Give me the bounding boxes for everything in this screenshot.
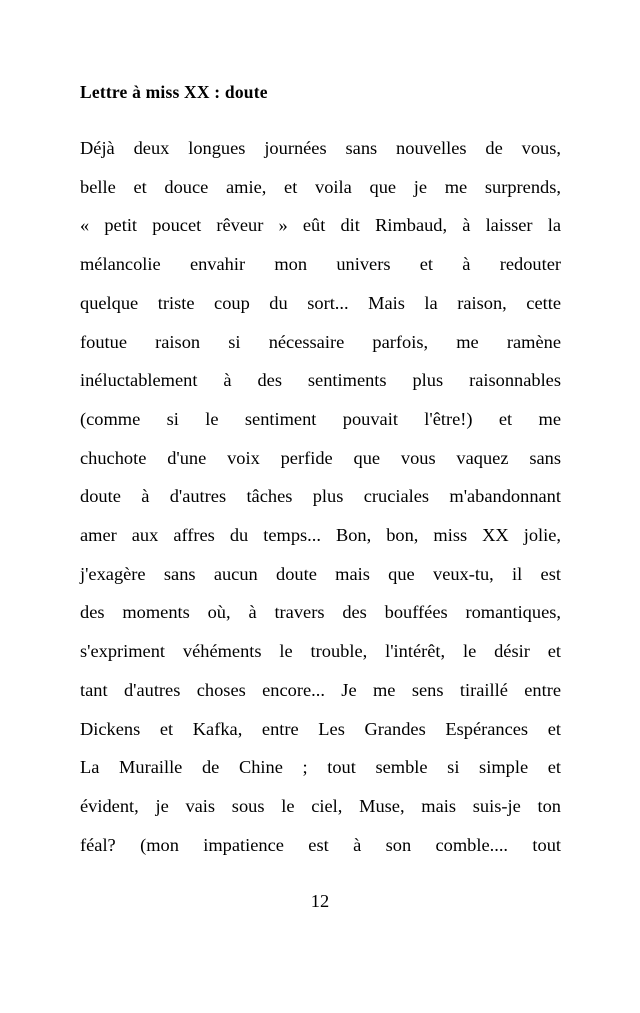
text-line-content: féal? (mon impatience est à son comble.... tout: [80, 834, 561, 855]
text-line: [80, 593, 561, 632]
text-line-content: (comme si le sentiment pouvait l'être!) et me: [80, 408, 561, 429]
text-line: [80, 439, 561, 478]
text-line-content: des moments où, à travers des bouffées romantiques,: [80, 602, 561, 623]
text-line: [80, 400, 561, 439]
text-line: [80, 671, 561, 710]
text-line-content: mélancolie envahir mon univers et à redouter: [80, 254, 561, 275]
text-line: [80, 129, 561, 168]
text-line-content: belle et douce amie, et voila que je me surprends,: [80, 176, 561, 197]
text-line: [80, 361, 561, 400]
text-line-content: quelque triste coup du sort... Mais la raison, cette: [80, 292, 561, 313]
text-line-content: doute à d'autres tâches plus cruciales m'abandonnant: [80, 486, 561, 507]
text-line-content: amer aux affres du temps... Bon, bon, miss XX jolie,: [80, 525, 561, 546]
text-line: [80, 826, 561, 865]
text-line-content: Déjà deux longues journées sans nouvelles de vous,: [80, 138, 561, 158]
text-line-content: La Muraille de Chine ; tout semble si simple et: [80, 757, 561, 778]
text-line: [80, 206, 561, 245]
text-line: [80, 632, 561, 671]
text-line: [80, 710, 561, 749]
text-line: [80, 323, 561, 362]
text-line: [80, 555, 561, 594]
text-line: [80, 245, 561, 284]
text-line: [80, 477, 561, 516]
text-line-content: Dickens et Kafka, entre Les Grandes Espérances et: [80, 718, 561, 739]
text-line: [80, 748, 561, 787]
body-paragraph: [80, 129, 561, 864]
page-title: Lettre à miss XX : doute: [80, 82, 268, 102]
page-number: 12: [310, 891, 330, 911]
page-content: [80, 82, 561, 864]
text-line-content: inéluctablement à des sentiments plus raisonnables: [80, 370, 561, 391]
text-line-content: « petit poucet rêveur » eût dit Rimbaud, à laisser la: [80, 215, 561, 236]
text-line-content: tant d'autres choses encore... Je me sens tiraillé entre: [80, 679, 561, 700]
text-line-content: évident, je vais sous le ciel, Muse, mais suis-je ton: [80, 795, 561, 816]
text-line-content: foutue raison si nécessaire parfois, me ramène: [80, 331, 561, 352]
text-line-content: s'expriment véhéments le trouble, l'intérêt, le désir et: [80, 641, 561, 662]
text-line-content: j'exagère sans aucun doute mais que veux-tu, il est: [80, 563, 561, 584]
text-line: [80, 168, 561, 207]
text-line-content: chuchote d'une voix perfide que vous vaquez sans: [80, 447, 561, 468]
text-line: [80, 787, 561, 826]
text-line: [80, 284, 561, 323]
text-line: [80, 516, 561, 555]
